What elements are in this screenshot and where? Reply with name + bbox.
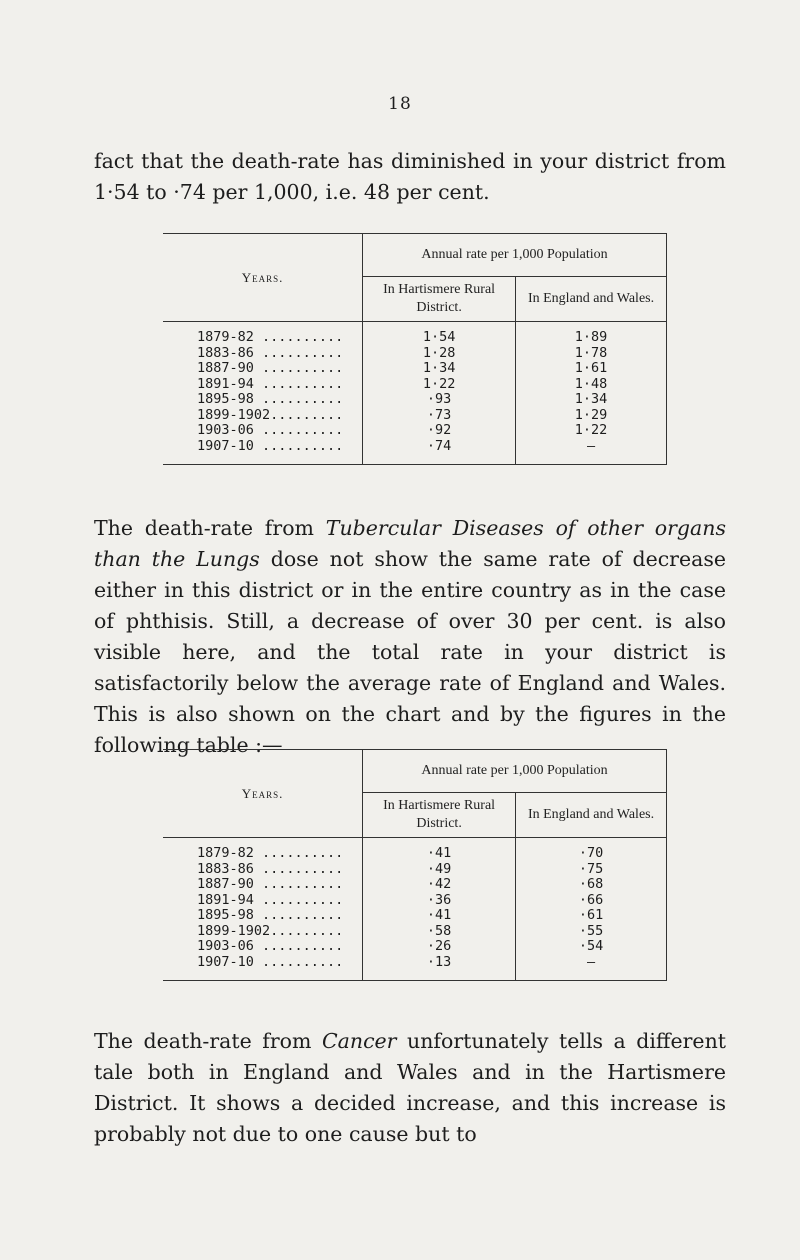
- hartismere-cell: 1·34: [363, 361, 516, 377]
- england-cell: —: [516, 955, 667, 981]
- paragraph-tubercular-diseases: [94, 513, 726, 761]
- england-cell: ·68: [516, 877, 667, 893]
- years-cell: 1907-10 ..........: [163, 955, 363, 981]
- years-cell: 1887-90 ..........: [197, 876, 344, 892]
- years-cell: 1903-06 ..........: [197, 422, 344, 438]
- years-cell: 1895-98 ..........: [197, 391, 344, 407]
- hartismere-cell: ·92: [363, 423, 516, 439]
- hartismere-cell: ·49: [363, 862, 516, 878]
- years-cell: 1899-1902.........: [197, 406, 344, 423]
- paragraph-text: fact that the death-rate has diminished in your district from 1·54 to ·74 per 1,000, i.e. 48 per cent.: [94, 149, 726, 204]
- years-cell: 1879-82 ..........: [197, 329, 344, 345]
- table-row: [163, 955, 667, 981]
- hartismere-cell: 1·28: [363, 346, 516, 362]
- table-row: [163, 877, 667, 893]
- hartismere-cell: ·73: [363, 408, 516, 424]
- hartismere-header: In Hartismere Rural District.: [363, 277, 516, 322]
- table-row: [163, 361, 667, 377]
- paragraph-emphasis: Cancer: [321, 1029, 397, 1053]
- paragraph-cancer: [94, 1026, 726, 1150]
- hartismere-cell: ·42: [363, 877, 516, 893]
- tubercular-death-rate-table: [163, 749, 667, 981]
- hartismere-cell: ·41: [363, 908, 516, 924]
- england-wales-header: In England and Wales.: [516, 277, 667, 322]
- annual-rate-header: Annual rate per 1,000 Population: [363, 750, 667, 793]
- hartismere-header: In Hartismere Rural District.: [363, 793, 516, 838]
- years-header: Years.: [163, 234, 363, 322]
- years-cell: 1903-06 ..........: [197, 938, 344, 954]
- table-row: [163, 908, 667, 924]
- hartismere-cell: ·93: [363, 392, 516, 408]
- years-cell: 1883-86 ..........: [197, 344, 344, 361]
- hartismere-cell: ·58: [363, 924, 516, 940]
- page-number: 18: [388, 94, 412, 114]
- years-cell: 1907-10 ..........: [163, 439, 363, 465]
- annual-rate-header: Annual rate per 1,000 Population: [363, 234, 667, 277]
- table-row: [163, 423, 667, 439]
- england-cell: 1·48: [516, 377, 667, 393]
- england-cell: ·54: [516, 939, 667, 955]
- paragraph-phthisis-conclusion: [94, 146, 726, 208]
- table-row: [163, 346, 667, 362]
- years-cell: 1891-94 ..........: [197, 375, 344, 392]
- england-cell: ·66: [516, 893, 667, 909]
- england-cell: 1·61: [516, 361, 667, 377]
- hartismere-cell: ·13: [363, 955, 516, 981]
- table-row: [163, 322, 667, 346]
- table-row: [163, 939, 667, 955]
- hartismere-cell: ·26: [363, 939, 516, 955]
- england-cell: ·70: [516, 838, 667, 862]
- years-cell: 1899-1902.........: [197, 922, 344, 939]
- table-row: [163, 392, 667, 408]
- years-cell: 1887-90 ..........: [197, 360, 344, 376]
- hartismere-cell: 1·54: [363, 322, 516, 346]
- england-cell: 1·22: [516, 423, 667, 439]
- table-row: [163, 439, 667, 465]
- years-cell: 1895-98 ..........: [197, 907, 344, 923]
- table-row: [163, 893, 667, 909]
- years-cell: 1879-82 ..........: [197, 845, 344, 861]
- paragraph-text: unfortunately tells a different tale both in England and Wales and in the Hartismere District. It shows a decided increase, and this increase is probably not due to one cause but to: [94, 1029, 727, 1146]
- table-row: [163, 924, 667, 940]
- table-row: [163, 408, 667, 424]
- england-cell: 1·89: [516, 322, 667, 346]
- paragraph-text: The death-rate from: [94, 516, 326, 540]
- hartismere-cell: ·74: [363, 439, 516, 465]
- hartismere-cell: ·41: [363, 838, 516, 862]
- years-cell: 1891-94 ..........: [197, 891, 344, 908]
- hartismere-cell: ·36: [363, 893, 516, 909]
- england-cell: —: [516, 439, 667, 465]
- years-header: Years.: [163, 750, 363, 838]
- table-row: [163, 862, 667, 878]
- england-wales-header: In England and Wales.: [516, 793, 667, 838]
- paragraph-text: dose not show the same rate of decrease either in this district or in the entire country as in the case of phthisis. Still, a decrease of over 30 per cent. is also visible here, and the total rate in your district is satisfactorily below the average rate of England and Wales. This is also shown on the chart and by the figures in the following table :—: [94, 547, 726, 757]
- england-cell: 1·29: [516, 408, 667, 424]
- phthisis-death-rate-table: [163, 233, 667, 465]
- paragraph-emphasis: Tubercular Diseases of other organs than the Lungs: [94, 516, 726, 571]
- paragraph-text: The death-rate from: [94, 1029, 322, 1053]
- england-cell: 1·34: [516, 392, 667, 408]
- table-row: [163, 838, 667, 862]
- table-row: [163, 377, 667, 393]
- hartismere-cell: 1·22: [363, 377, 516, 393]
- england-cell: 1·78: [516, 346, 667, 362]
- england-cell: ·55: [516, 924, 667, 940]
- england-cell: ·61: [516, 908, 667, 924]
- years-cell: 1883-86 ..........: [197, 860, 344, 877]
- england-cell: ·75: [516, 862, 667, 878]
